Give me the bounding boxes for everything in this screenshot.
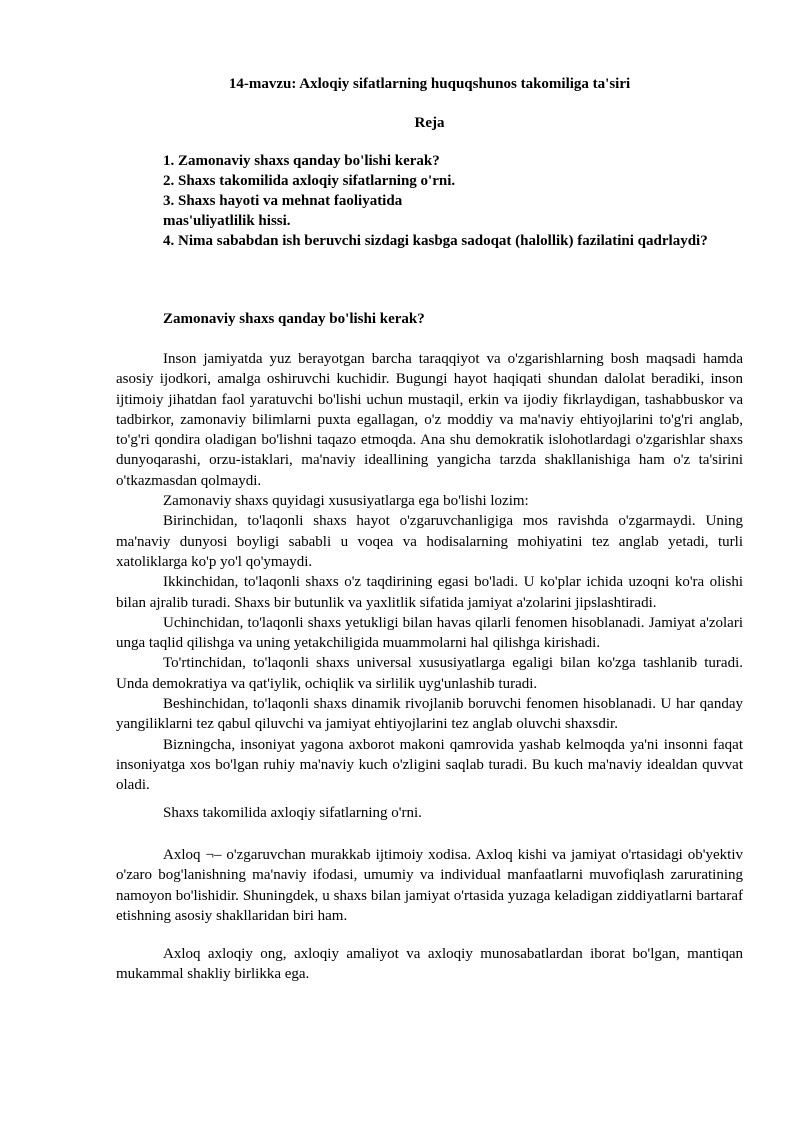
section2-body-2	[116, 944, 743, 985]
paragraph: Bizningcha, insoniyat yagona axborot makoni qamrovida yashab kelmoqda ya'ni insonni faqat insoniyatga xos bo'lgan ruhiy ma'naviy kuch o'zligini saqlab turadi. Bu kuch ma'naviy idealdan quvvat oladi.	[116, 736, 743, 794]
plan-list	[163, 151, 743, 251]
document-title: 14-mavzu: Axloqiy sifatlarning huquqshunos takomiliga ta'siri	[228, 76, 631, 92]
paragraph: Zamonaviy shaxs quyidagi xususiyatlarga ega bo'lishi lozim:	[163, 493, 529, 510]
plan-item: 3. Shaxs hayoti va mehnat faoliyatida	[163, 193, 403, 209]
section1-body	[116, 349, 743, 796]
paragraph: Inson jamiyatda yuz berayotgan barcha taraqqiyot va o'zgarishlarning bosh maqsadi hamda asosiy ijodkori, amalga oshiruvchi kuchidir. Bugungi hayot haqiqati shundan dalolat beradiki, inson ijtimoiy jihatdan faol yaratuvchi bo'lishi uchun mustaqil, erkin va ijodiy fikrlaydigan, tashabbuskor va tadbirkor, zamonaviy bilimlarni puxta egallagan, o'z moddiy va ma'naviy ehtiyojlarini to'g'ri anglab, to'g'ri qondira oladigan bo'lishni taqazo etmoqda. Ana shu demokratik islohotlardagi o'zgarishlar shaxs dunyoqarashi, orzu-istaklari, ma'naviy ideallining yangicha tarzda shakllanishiga ham o'z ta'sirini o'tkazmasdan qolmaydi.	[116, 351, 743, 489]
plan-heading: Reja	[414, 115, 445, 131]
paragraph: Ikkinchidan, to'laqonli shaxs o'z taqdirining egasi bo'ladi. U ko'plar ichida uzoqni ko'ra olishi bilan ajralib turadi. Shaxs bir butunlik va yaxlitlik sifatida jamiyat a'zolarini jipslashtiradi.	[116, 574, 743, 611]
plan-item: 2. Shaxs takomilida axloqiy sifatlarning o'rni.	[163, 173, 456, 189]
paragraph: Uchinchidan, to'laqonli shaxs yetukligi bilan havas qilarli fenomen hisoblanadi. Jamiyat a'zolari unga taqlid qilishga va uning yetakchiligida muammolarni hal qilishga kirishadi.	[116, 614, 743, 652]
section1-heading: Zamonaviy shaxs qanday bo'lishi kerak?	[163, 311, 425, 327]
section2-heading: Shaxs takomilida axloqiy sifatlarning o'rni.	[163, 805, 422, 821]
paragraph: Axloq ¬– o'zgaruvchan murakkab ijtimoiy xodisa. Axloq kishi va jamiyat o'rtasidagi ob'yektiv o'zaro bog'lanishning ma'naviy ifodasi, umumiy va individual manfaatlarni muvofiqlash zaruratining namoyon bo'lishidir. Shuningdek, u shaxs bilan jamiyat o'rtasida yuzaga keladigan ziddiyatlarni bartaraf etishning asosiy shakllaridan biri ham.	[116, 847, 743, 924]
plan-item: 4. Nima sababdan ish beruvchi sizdagi kasbga sadoqat (halollik) fazilatini qadrlaydi?	[163, 233, 708, 249]
plan-item: 1. Zamonaviy shaxs qanday bo'lishi kerak?	[163, 153, 440, 169]
paragraph: To'rtinchidan, to'laqonli shaxs universal xususiyatlarga egaligi bilan ko'zga tashlanib turadi. Unda demokratiya va qat'iylik, ochiqlik va sirlilik uyg'unlashib turadi.	[116, 655, 743, 692]
paragraph: Beshinchidan, to'laqonli shaxs dinamik rivojlanib boruvchi fenomen hisoblanadi. U har qanday yangiliklarni tez qabul qiluvchi va jamiyat ehtiyojlarini tez anglab oluvchi shaxsdir.	[116, 696, 743, 733]
plan-item: mas'uliyatlilik hissi.	[163, 213, 291, 229]
paragraph: Birinchidan, to'laqonli shaxs hayot o'zgaruvchanligiga mos ravishda o'zgarmaydi. Uning ma'naviy dunyosi boyligi sababli u voqea va hodisalarning mohiyatini tez anglab yetadi, turli xatoliklarga ko'p yo'l qo'ymaydi.	[116, 513, 743, 570]
section2-body-1	[116, 845, 743, 926]
paragraph: Axloq axloqiy ong, axloqiy amaliyot va axloqiy munosabatlardan iborat bo'lgan, mantiqan mukammal shakliy birlikka ega.	[116, 946, 743, 983]
